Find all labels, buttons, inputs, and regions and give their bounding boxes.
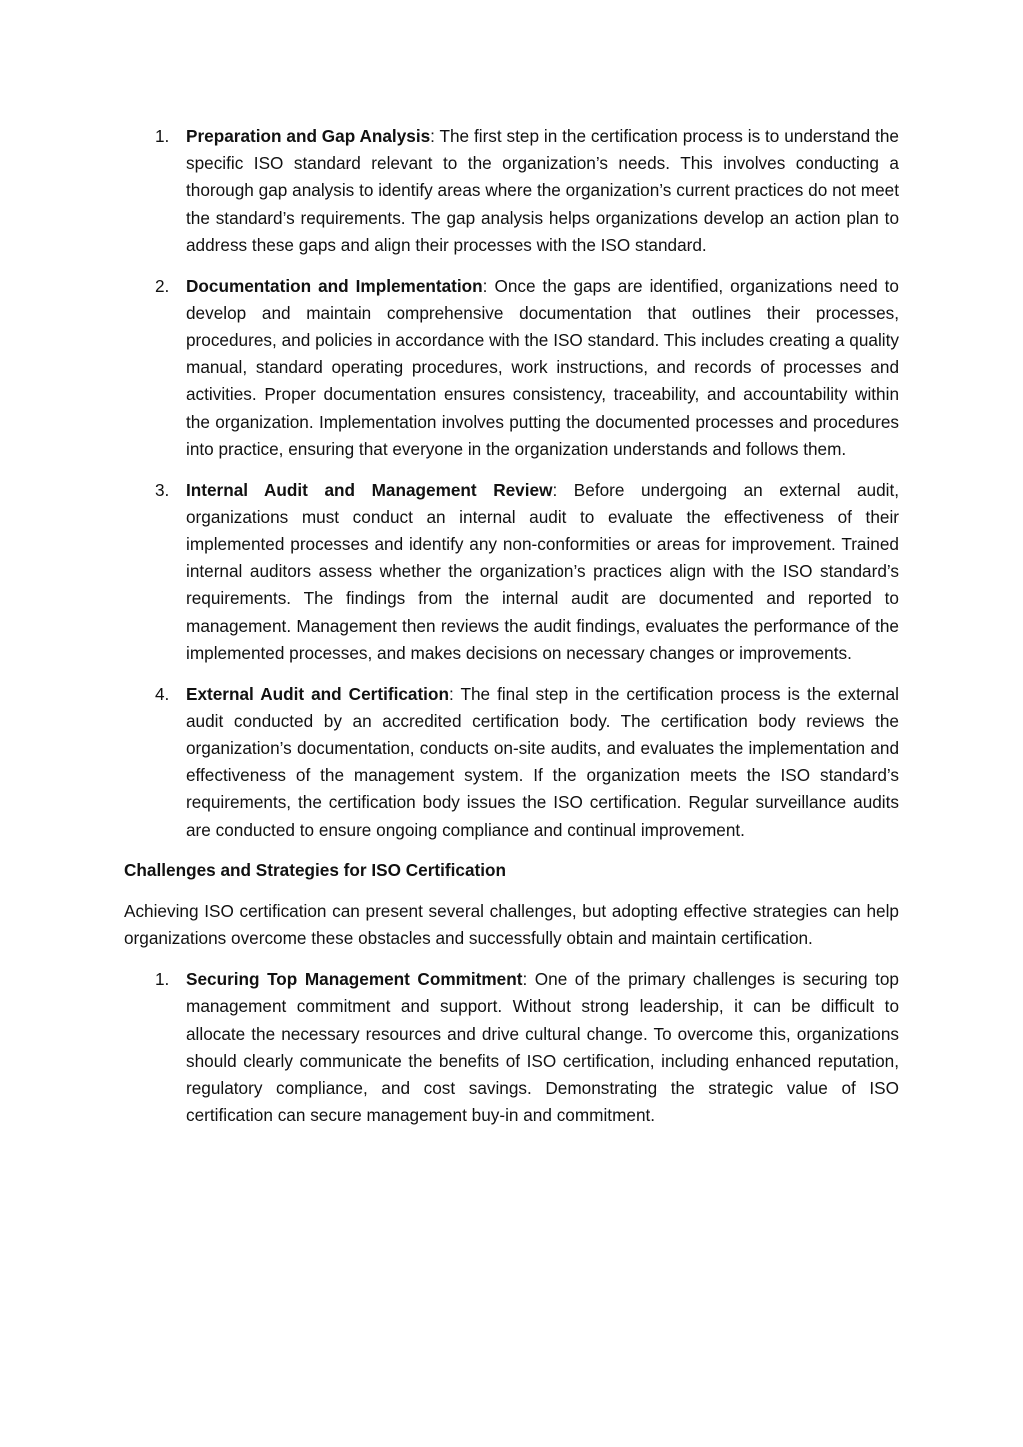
step-term: Preparation and Gap Analysis xyxy=(186,126,431,146)
certification-steps-list xyxy=(124,123,899,844)
step-term: Internal Audit and Management Review xyxy=(186,479,553,500)
step-text: : Before undergoing an external audit, organizations must conduct an internal audit to evaluate the effectiveness of their implemented processes and identify any non-conformities or areas for improvement. Trained internal auditors assess whether the organization’s practices align with the ISO standard’s requirements. The findings from the internal audit are documented and reported to management. Management then reviews the audit findings, evaluates the performance of the implemented processes, and makes decisions on necessary changes or improvements. xyxy=(186,479,899,663)
step-text: : The final step in the certification process is the external audit conducted by an accredited certification body. The certification body reviews the organization’s documentation, conducts on-site audits, and evaluates the implementation and effectiveness of the management system. If the organization meets the ISO standard’s requirements, the certification body issues the ISO certification. Regular surveillance audits are conducted to ensure ongoing compliance and continual improvement. xyxy=(186,683,899,840)
list-item xyxy=(124,123,899,259)
step-term: External Audit and Certification xyxy=(186,683,449,704)
list-number: 2. xyxy=(155,275,170,296)
strategy-term: Securing Top Management Commitment xyxy=(186,969,523,990)
list-item xyxy=(124,273,899,463)
step-text: : The first step in the certification process is to understand the specific ISO standard relevant to the organization’s needs. This involves conducting a thorough gap analysis to identify areas where the organization’s current practices do not meet the standard’s requirements. The gap analysis helps organizations develop an action plan to address these gaps and align their processes with the ISO standard. xyxy=(186,126,899,255)
section-intro: Achieving ISO certification can present several challenges, but adopting effective strategies can help organizations overcome these obstacles and successfully obtain and maintain certification. xyxy=(124,901,899,949)
list-number: 4. xyxy=(155,683,170,704)
list-item xyxy=(124,477,899,667)
list-item xyxy=(124,681,899,844)
list-item xyxy=(124,966,899,1129)
document-page xyxy=(124,123,899,1143)
strategy-text: : One of the primary challenges is securing top management commitment and support. Without strong leadership, it can be difficult to allocate the necessary resources and drive cultural change. To overcome this, organizations should clearly communicate the benefits of ISO certification, including enhanced reputation, regulatory compliance, and cost savings. Demonstrating the strategic value of ISO certification can secure management buy-in and commitment. xyxy=(186,969,899,1126)
step-term: Documentation and Implementation xyxy=(186,275,483,296)
list-number: 1. xyxy=(155,969,170,990)
section-heading: Challenges and Strategies for ISO Certification xyxy=(124,860,507,881)
list-number: 1. xyxy=(155,126,170,146)
list-number: 3. xyxy=(155,479,170,500)
step-text: : Once the gaps are identified, organizations need to develop and maintain comprehensive documentation that outlines their processes, procedures, and policies in accordance with the ISO standard. This includes creating a quality manual, standard operating procedures, work instructions, and records of processes and activities. Proper documentation ensures consistency, traceability, and accountability within the organization. Implementation involves putting the documented processes and procedures into practice, ensuring that everyone in the organization understands and follows them. xyxy=(186,275,899,459)
strategies-list xyxy=(124,966,899,1129)
